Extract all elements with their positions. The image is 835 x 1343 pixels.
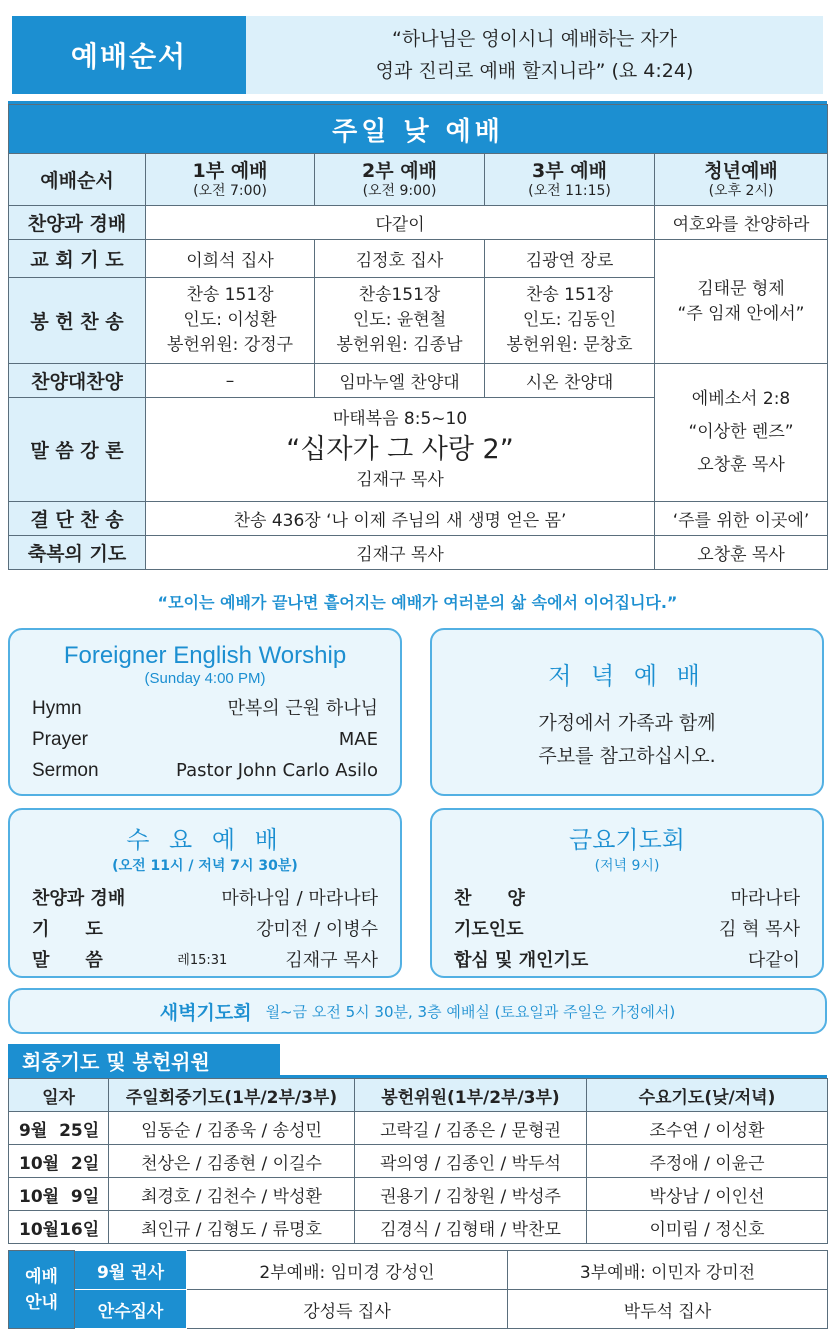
deacon-label: 안수집사	[75, 1290, 187, 1329]
row-label: 찬양과 경배	[9, 206, 146, 240]
dawn-prayer-box	[8, 988, 827, 1034]
dawn-prayer-detail: 월~금 오전 5시 30분, 3층 예배실 (토요일과 주일은 가정에서)	[265, 1002, 676, 1021]
row-label: 결 단 찬 송	[9, 502, 146, 536]
row-label: 교 회 기 도	[9, 240, 146, 278]
row-label: 말 씀 강 론	[9, 398, 146, 502]
service-2-header: 2부 예배 (오전 9:00)	[315, 154, 485, 206]
table-cell: 박상남 / 이인선	[587, 1178, 828, 1211]
hymn-youth: ‘주를 위한 이곳에’	[655, 502, 828, 536]
table-cell: 임동순 / 김종욱 / 송성민	[109, 1112, 355, 1145]
prayer-s2: 김정호 집사	[315, 240, 485, 278]
evening-worship-box	[430, 628, 824, 796]
table-cell: 주정애 / 이윤근	[587, 1145, 828, 1178]
english-item: Sermon Pastor John Carlo Asilo	[32, 760, 378, 781]
prayer-s3: 김광연 장로	[485, 240, 655, 278]
youth-sermon: 에베소서 2:8 “이상한 렌즈” 오창훈 목사	[655, 364, 828, 502]
guide-cell: 2부예배: 임미경 강성인	[187, 1251, 508, 1290]
worship-guide-label: 예배 안내	[9, 1251, 75, 1329]
choir-row	[9, 364, 828, 398]
service-1-header: 1부 예배 (오전 7:00)	[146, 154, 315, 206]
benediction-main: 김재구 목사	[146, 536, 655, 570]
friday-item: 기도인도 김 혁 목사	[454, 919, 800, 940]
dawn-prayer-title: 새벽기도회	[159, 1001, 252, 1024]
offering-s1: 찬송 151장 인도: 이성환 봉헌위원: 강정구	[146, 278, 315, 364]
guide-cell: 3부예배: 이민자 강미전	[508, 1251, 828, 1290]
choir-s1: –	[146, 364, 315, 398]
youth-service-header: 청년예배 (오후 2시)	[655, 154, 828, 206]
table-cell: 천상은 / 김종현 / 이길수	[109, 1145, 355, 1178]
evening-line-2: 주보를 참고하십시오.	[538, 745, 716, 767]
offering-s2: 찬송151장 인도: 윤현철 봉헌위원: 김종남	[315, 278, 485, 364]
prayer-s1: 이희석 집사	[146, 240, 315, 278]
praise-main: 다같이	[146, 206, 655, 240]
wednesday-worship-title: 수 요 예 배	[126, 826, 284, 854]
wednesday-worship-time: (오전 11시 / 저녁 7시 30분)	[112, 858, 298, 874]
wednesday-item: 말 씀 레15:31 김재구 목사	[10, 945, 400, 976]
scripture-ref: 레15:31	[177, 953, 228, 968]
table-cell: 곽의영 / 김종인 / 박두석	[355, 1145, 587, 1178]
column-header: 봉헌위원(1부/2부/3부)	[355, 1079, 587, 1112]
prayer-row	[9, 240, 828, 278]
hymn-row	[9, 502, 828, 536]
table-cell: 최인규 / 김형도 / 류명호	[109, 1211, 355, 1244]
table-cell: 김경식 / 김형태 / 박찬모	[355, 1211, 587, 1244]
sermon-preacher: 김재구 목사	[356, 469, 444, 490]
choir-s2: 임마누엘 찬양대	[315, 364, 485, 398]
sermon-main	[146, 398, 655, 502]
column-header: 일자	[9, 1079, 109, 1112]
hymn-main: 찬송 436장 ‘나 이제 주님의 새 생명 얻은 몸’	[146, 502, 655, 536]
worship-quote: “모이는 예배가 끝나면 흩어지는 예배가 여러분의 삶 속에서 이어집니다.”	[157, 593, 678, 612]
order-column-header: 예배순서	[9, 154, 146, 206]
row-label: 봉 헌 찬 송	[9, 278, 146, 364]
table-row	[9, 1211, 828, 1244]
table-cell: 조수연 / 이성환	[587, 1112, 828, 1145]
friday-item: 찬 양 마라나타	[454, 888, 800, 909]
choir-s3: 시온 찬양대	[485, 364, 655, 398]
verse-line-2: 영과 진리로 예배 할지니라” (요 4:24)	[375, 60, 694, 82]
table-cell: 고락길 / 김종은 / 문형권	[355, 1112, 587, 1145]
date-cell: 9월 25일	[9, 1112, 109, 1145]
column-header: 주일회중기도(1부/2부/3부)	[109, 1079, 355, 1112]
table-row	[9, 1145, 828, 1178]
wednesday-worship-box	[8, 808, 402, 978]
header-verse	[246, 16, 823, 94]
sermon-title: “십자가 그 사랑 2”	[286, 433, 514, 465]
wednesday-item: 기 도 강미전 / 이병수	[32, 919, 378, 940]
table-row	[9, 1112, 828, 1145]
benediction-row	[9, 536, 828, 570]
page-title: 예배순서	[12, 16, 246, 94]
offering-s3: 찬송 151장 인도: 김동인 봉헌위원: 문창호	[485, 278, 655, 364]
table-cell: 최경호 / 김천수 / 박성환	[109, 1178, 355, 1211]
friday-prayer-box	[430, 808, 824, 978]
english-item: Hymn 만복의 근원 하나님	[32, 698, 378, 719]
verse-line-1: “하나님은 영이시니 예배하는 자가	[392, 28, 677, 50]
sunday-worship-table	[8, 104, 828, 570]
date-cell: 10월16일	[9, 1211, 109, 1244]
deaconess-label: 9월 권사	[75, 1251, 187, 1290]
row-label: 찬양대찬양	[9, 364, 146, 398]
english-worship-time: (Sunday 4:00 PM)	[144, 670, 266, 687]
praise-row	[9, 206, 828, 240]
date-cell: 10월 9일	[9, 1178, 109, 1211]
youth-offering: 김태문 형제 “주 임재 안에서”	[655, 240, 828, 364]
english-worship-box	[8, 628, 402, 796]
sunday-banner: 주일 낮 예배	[9, 105, 828, 154]
friday-prayer-title: 금요기도회	[569, 826, 685, 854]
guide-cell: 박두석 집사	[508, 1290, 828, 1329]
english-worship-title: Foreigner English Worship	[63, 642, 347, 669]
english-item: Prayer MAE	[32, 729, 378, 750]
prayer-table-title: 회중기도 및 봉헌위원	[8, 1044, 280, 1076]
worship-guide-table	[8, 1250, 828, 1329]
prayer-table-header	[9, 1079, 828, 1112]
sermon-scripture: 마태복음 8:5~10	[332, 408, 468, 429]
table-cell: 이미림 / 정신호	[587, 1211, 828, 1244]
prayer-table	[8, 1078, 828, 1244]
guide-cell: 강성득 집사	[187, 1290, 508, 1329]
row-label: 축복의 기도	[9, 536, 146, 570]
service-3-header: 3부 예배 (오전 11:15)	[485, 154, 655, 206]
column-header: 수요기도(낮/저녁)	[587, 1079, 828, 1112]
friday-prayer-time: (저녁 9시)	[594, 858, 660, 874]
table-row	[9, 1178, 828, 1211]
evening-worship-title: 저 녁 예 배	[548, 662, 706, 690]
praise-youth: 여호와를 찬양하라	[655, 206, 828, 240]
benediction-youth: 오창훈 목사	[655, 536, 828, 570]
date-cell: 10월 2일	[9, 1145, 109, 1178]
table-cell: 권용기 / 김창원 / 박성주	[355, 1178, 587, 1211]
evening-line-1: 가정에서 가족과 함께	[538, 712, 716, 734]
friday-item: 합심 및 개인기도 다같이	[454, 950, 800, 971]
wednesday-item: 찬양과 경배 마하나임 / 마라나타	[32, 888, 378, 909]
